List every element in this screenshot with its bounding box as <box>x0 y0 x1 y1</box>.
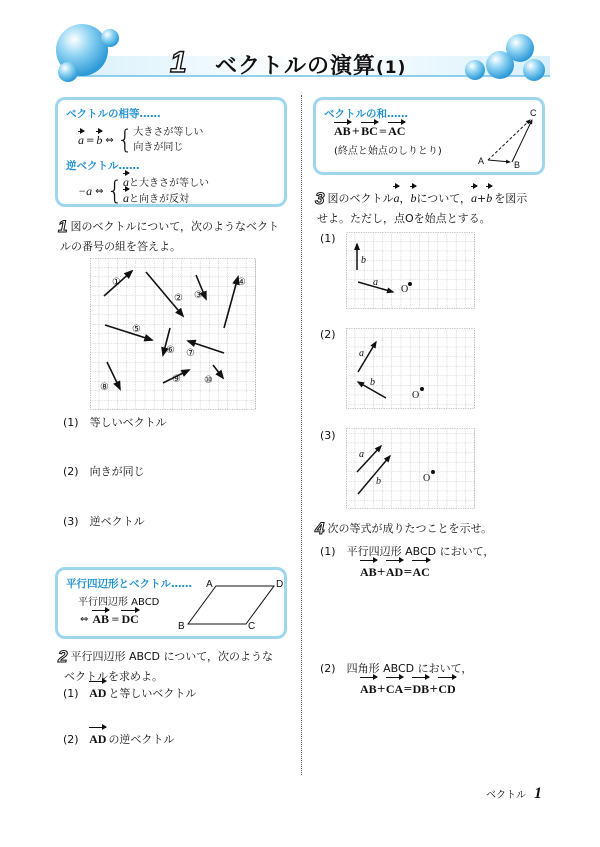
svg-text:a: a <box>359 348 364 359</box>
svg-text:③: ③ <box>194 290 203 301</box>
question-3: 3 図のベクトルa，bについて，a+b を図示 せよ。ただし，点Oを始点とする。 <box>315 189 528 225</box>
svg-text:C: C <box>248 621 256 632</box>
footer-label: ベクトル <box>486 790 526 801</box>
triangle-diagram <box>466 104 544 170</box>
svg-text:⑩: ⑩ <box>204 375 213 386</box>
svg-text:⑥: ⑥ <box>166 345 175 356</box>
sum-formula: AB + BC = AC <box>334 124 406 138</box>
box-heading: 平行四辺形とベクトル…… <box>66 578 192 590</box>
condition-text: 大きさが等しい <box>133 127 204 138</box>
box-vector-equality: ベクトルの相等…… a = b ⇔ { 大きさが等しい 向きが同じ 逆ベクトル…… −a ⇔ { aと大きさが等しい aと向きが反対 <box>55 97 287 207</box>
q4-equation-2: AB + CA = DB + CD <box>360 679 456 699</box>
page-title: ベクトルの演算(1) <box>215 54 407 79</box>
q3-grids <box>346 232 476 522</box>
parallelogram-diagram <box>176 574 284 632</box>
sum-note: (終点と始点のしりとり) <box>334 146 442 157</box>
q1-vector-grid <box>90 258 256 410</box>
box-heading: 逆ベクトル…… <box>66 160 140 172</box>
svg-text:B: B <box>178 621 185 632</box>
point-o <box>420 387 424 391</box>
page-number: 1 <box>534 785 542 802</box>
q4-item-1: (1) 平行四辺形 ABCD において， <box>320 545 495 558</box>
box-heading: ベクトルの相等…… <box>66 108 161 120</box>
svg-text:A: A <box>206 579 213 590</box>
bubble-icon <box>486 51 514 79</box>
svg-text:⑨: ⑨ <box>172 374 181 385</box>
vector-neg-a: −a <box>78 183 93 198</box>
box-parallelogram: 平行四辺形とベクトル…… 平行四辺形 ABCD ⇔ AB = DC A D B C <box>55 567 287 639</box>
q1-item-1: (1) 等しいベクトル <box>63 416 167 429</box>
svg-text:②: ② <box>174 293 183 304</box>
svg-text:①: ① <box>112 277 121 288</box>
svg-text:O: O <box>423 473 431 484</box>
question-4: 4 次の等式が成りたつことを示せ。 <box>315 519 493 538</box>
vector-a: a <box>78 132 84 147</box>
svg-text:B: B <box>514 160 521 170</box>
bubble-icon <box>523 59 545 81</box>
svg-text:a: a <box>359 449 364 460</box>
q4-item-2: (2) 四角形 ABCD において， <box>320 662 473 675</box>
bubble-icon <box>101 29 119 47</box>
q2-item-1: (1) AD と等しいベクトル <box>63 683 196 704</box>
svg-text:⑤: ⑤ <box>132 324 141 335</box>
svg-text:⑧: ⑧ <box>100 382 109 393</box>
bubble-icon <box>465 60 485 80</box>
svg-text:O: O <box>401 284 409 295</box>
point-o <box>408 282 412 286</box>
q1-item-2: (2) 向きが同じ <box>63 465 145 478</box>
svg-text:O: O <box>412 390 420 401</box>
q1-item-3: (3) 逆ベクトル <box>63 515 145 528</box>
parallelogram-text: 平行四辺形 ABCD <box>78 597 160 608</box>
svg-text:⑦: ⑦ <box>186 348 195 359</box>
question-2: 2 平行四辺形 ABCD について，次のような ベクトルを求めよ。 <box>58 647 274 683</box>
q2-item-2: (2) AD の逆ベクトル <box>63 729 174 750</box>
page-footer <box>486 785 542 803</box>
box-vector-sum <box>313 97 545 175</box>
svg-text:C: C <box>530 108 537 118</box>
chapter-number: 1 <box>170 46 187 79</box>
question-1: 1 図のベクトルについて，次のようなベクト ルの番号の組を答えよ。 <box>58 217 280 253</box>
condition-text: と向きが反対 <box>129 194 190 205</box>
q3-part-3: (3) <box>320 429 336 442</box>
q3-part-2: (2) <box>320 328 336 341</box>
svg-text:b: b <box>361 255 366 266</box>
q4-equation-1: AB + AD = AC <box>360 562 430 582</box>
vector-b: b <box>96 132 103 147</box>
svg-text:D: D <box>276 579 284 590</box>
svg-text:b: b <box>370 377 375 388</box>
svg-text:A: A <box>478 156 485 166</box>
svg-text:④: ④ <box>237 277 246 288</box>
q3-part-1: (1) <box>320 232 336 245</box>
box-heading: ベクトルの和…… <box>324 108 408 120</box>
column-divider <box>301 95 302 775</box>
svg-text:b: b <box>376 476 381 487</box>
condition-text: と大きさが等しい <box>129 178 210 189</box>
bubble-icon <box>58 62 78 82</box>
svg-text:a: a <box>373 277 378 288</box>
condition-text: 向きが同じ <box>133 142 184 153</box>
point-o <box>431 470 435 474</box>
